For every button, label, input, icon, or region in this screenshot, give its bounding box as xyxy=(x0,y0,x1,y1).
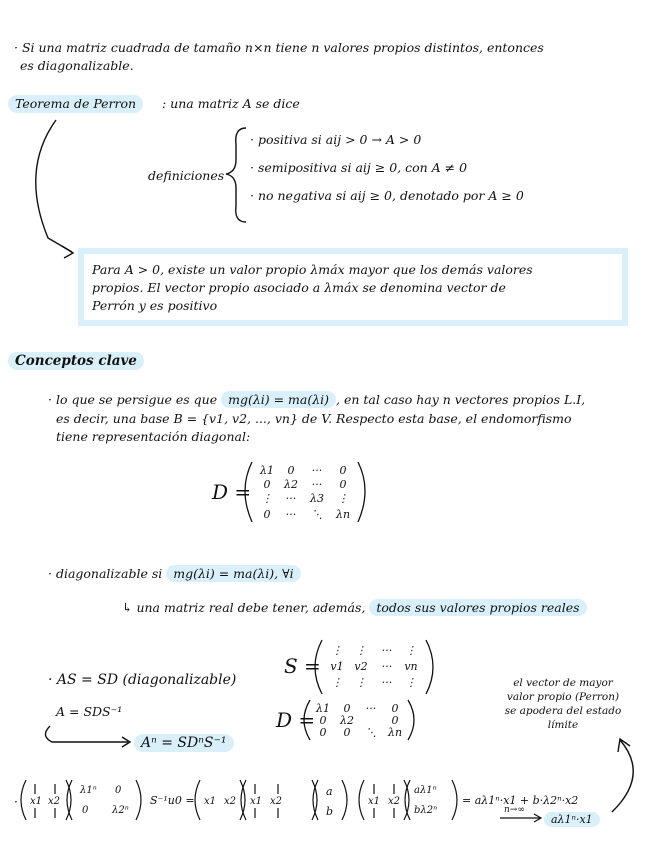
s-cell: ⋮ xyxy=(355,676,367,689)
concepts-p3 xyxy=(122,600,587,616)
perron-side-note xyxy=(498,676,628,732)
d-cell: ⋱ xyxy=(311,508,323,521)
note-line: límite xyxy=(547,719,579,731)
d2-cell: 0 xyxy=(391,702,399,715)
intro-line-2: es diagonalizable. xyxy=(20,58,134,73)
eq-sum: = aλ1ⁿ·x1 + b·λ2ⁿ·x2 xyxy=(462,794,579,807)
note-line: se apodera del estado xyxy=(504,705,622,717)
a-power-formula: Aⁿ = SDⁿS⁻¹ xyxy=(134,734,234,752)
note-line: valor propio (Perron) xyxy=(506,691,620,703)
concepts-p1-line-2: es decir, una base B = {v1, v2, ..., vn} de V. Respecto esta base, el endomorfismo xyxy=(56,411,572,426)
s-cell: ··· xyxy=(381,676,393,689)
d2-cell: 0 xyxy=(391,714,399,727)
eq-lam-cell: 0 xyxy=(82,805,89,816)
d-matrix-label: D = xyxy=(212,480,252,504)
s-cell: ··· xyxy=(381,644,393,657)
s-cell: v1 xyxy=(330,660,344,673)
eq-bullet: · xyxy=(14,795,18,809)
d-cell: 0 xyxy=(287,464,295,477)
s-cell: v2 xyxy=(354,660,368,673)
eq-x1: x1 xyxy=(204,796,217,807)
d2-cell: ⋱ xyxy=(365,726,377,739)
eq-lam-cell: 0 xyxy=(115,785,122,796)
d-cell: 0 xyxy=(263,478,271,491)
d2-cell: λ2 xyxy=(340,714,354,727)
eq-x2: x2 xyxy=(388,796,401,807)
d2-cell: λn xyxy=(387,726,403,739)
d-cell: 0 xyxy=(339,464,347,477)
eq-final: aλ1ⁿ·x1 xyxy=(544,812,600,827)
eq-s-inverse: S⁻¹u0 = xyxy=(150,794,195,807)
p3-prefix: ↳ una matriz real debe tener, además, xyxy=(122,600,366,615)
definitions-label: definiciones xyxy=(148,168,225,183)
eq-lam-cell: λ1ⁿ xyxy=(80,785,97,796)
eq-res-a: aλ1ⁿ xyxy=(414,785,437,796)
d-cell: λ1 xyxy=(260,464,274,477)
s-matrix xyxy=(326,644,426,694)
def-positive: · positiva si aij > 0 → A > 0 xyxy=(250,132,422,147)
d-cell: ⋮ xyxy=(337,492,349,505)
def-semipositive: · semipositiva si aij ≥ 0, con A ≠ 0 xyxy=(250,160,468,175)
concepts-p1-line-3: tiene representación diagonal: xyxy=(56,429,251,444)
d-cell: ··· xyxy=(311,464,323,477)
d2-cell: 0 xyxy=(319,714,327,727)
concepts-p1-line-1 xyxy=(48,392,585,408)
s-cell: ⋮ xyxy=(405,676,417,689)
d2-cell: 0 xyxy=(343,726,351,739)
s-cell: vn xyxy=(404,660,418,673)
d2-cell: 0 xyxy=(343,702,351,715)
s-cell: ⋮ xyxy=(355,644,367,657)
d-matrix xyxy=(256,464,356,524)
p1-suffix: , en tal caso hay n vectores propios L.I, xyxy=(336,392,586,407)
concepts-title: Conceptos clave xyxy=(8,352,144,370)
s-cell: ⋮ xyxy=(331,644,343,657)
d2-cell: ··· xyxy=(365,702,377,715)
s-cell: ⋮ xyxy=(331,676,343,689)
p3-highlight: todos sus valores propios reales xyxy=(369,599,586,616)
intro-line-1: · Si una matriz cuadrada de tamaño n×n tiene n valores propios distintos, entonces xyxy=(14,40,544,55)
d-cell: ⋮ xyxy=(261,492,273,505)
d2-cell: 0 xyxy=(319,726,327,739)
d-cell: λ2 xyxy=(284,478,298,491)
d2-matrix-label: D = xyxy=(276,708,316,732)
s-cell: ··· xyxy=(381,660,393,673)
d-cell: 0 xyxy=(263,508,271,521)
def-nonnegative: · no negativa si aij ≥ 0, denotado por A ≥ 0 xyxy=(250,188,524,203)
perron-box-line-1: Para A > 0, existe un valor propio λmáx mayor que los demás valores xyxy=(92,262,533,277)
d-cell: ··· xyxy=(311,478,323,491)
eq-a: a xyxy=(326,785,333,798)
s-matrix-label: S = xyxy=(284,654,321,678)
eq-limit: n→∞ xyxy=(504,805,525,815)
p2-prefix: · diagonalizable si xyxy=(48,566,163,581)
eq-x1: x1 xyxy=(30,796,43,807)
p1-highlight: mg(λi) = ma(λi) xyxy=(221,391,336,408)
s-cell: ⋮ xyxy=(405,644,417,657)
d-cell: ··· xyxy=(285,492,297,505)
d-cell: λ3 xyxy=(310,492,324,505)
eq-x1: x1 xyxy=(250,796,263,807)
perron-box-line-2: propios. El vector propio asociado a λmáx se denomina vector de xyxy=(92,280,506,295)
perron-theorem-box xyxy=(78,248,628,326)
eq-x2: x2 xyxy=(224,796,237,807)
p1-prefix: · lo que se persigue es que xyxy=(48,392,218,407)
eq-x1: x1 xyxy=(368,796,381,807)
eq-lam-cell: λ2ⁿ xyxy=(112,805,129,816)
d-cell: 0 xyxy=(339,478,347,491)
a-decomposition: A = SDS⁻¹ xyxy=(56,704,123,719)
note-line: el vector de mayor xyxy=(513,677,613,689)
eq-x2: x2 xyxy=(270,796,283,807)
d2-matrix xyxy=(312,702,408,742)
eq-res-b: bλ2ⁿ xyxy=(414,805,438,816)
concepts-p2 xyxy=(48,566,301,582)
d-cell: ··· xyxy=(285,508,297,521)
d2-cell: λ1 xyxy=(316,702,330,715)
p2-highlight: mg(λi) = ma(λi), ∀i xyxy=(166,565,300,582)
perron-title: Teorema de Perron xyxy=(8,95,143,113)
as-sd-line: · AS = SD (diagonalizable) xyxy=(48,672,237,688)
eq-x2: x2 xyxy=(48,796,61,807)
perron-intro: : una matriz A se dice xyxy=(162,96,300,111)
eq-b: b xyxy=(326,805,334,818)
perron-box-line-3: Perrón y es positivo xyxy=(92,298,218,313)
d-cell: λn xyxy=(335,508,351,521)
